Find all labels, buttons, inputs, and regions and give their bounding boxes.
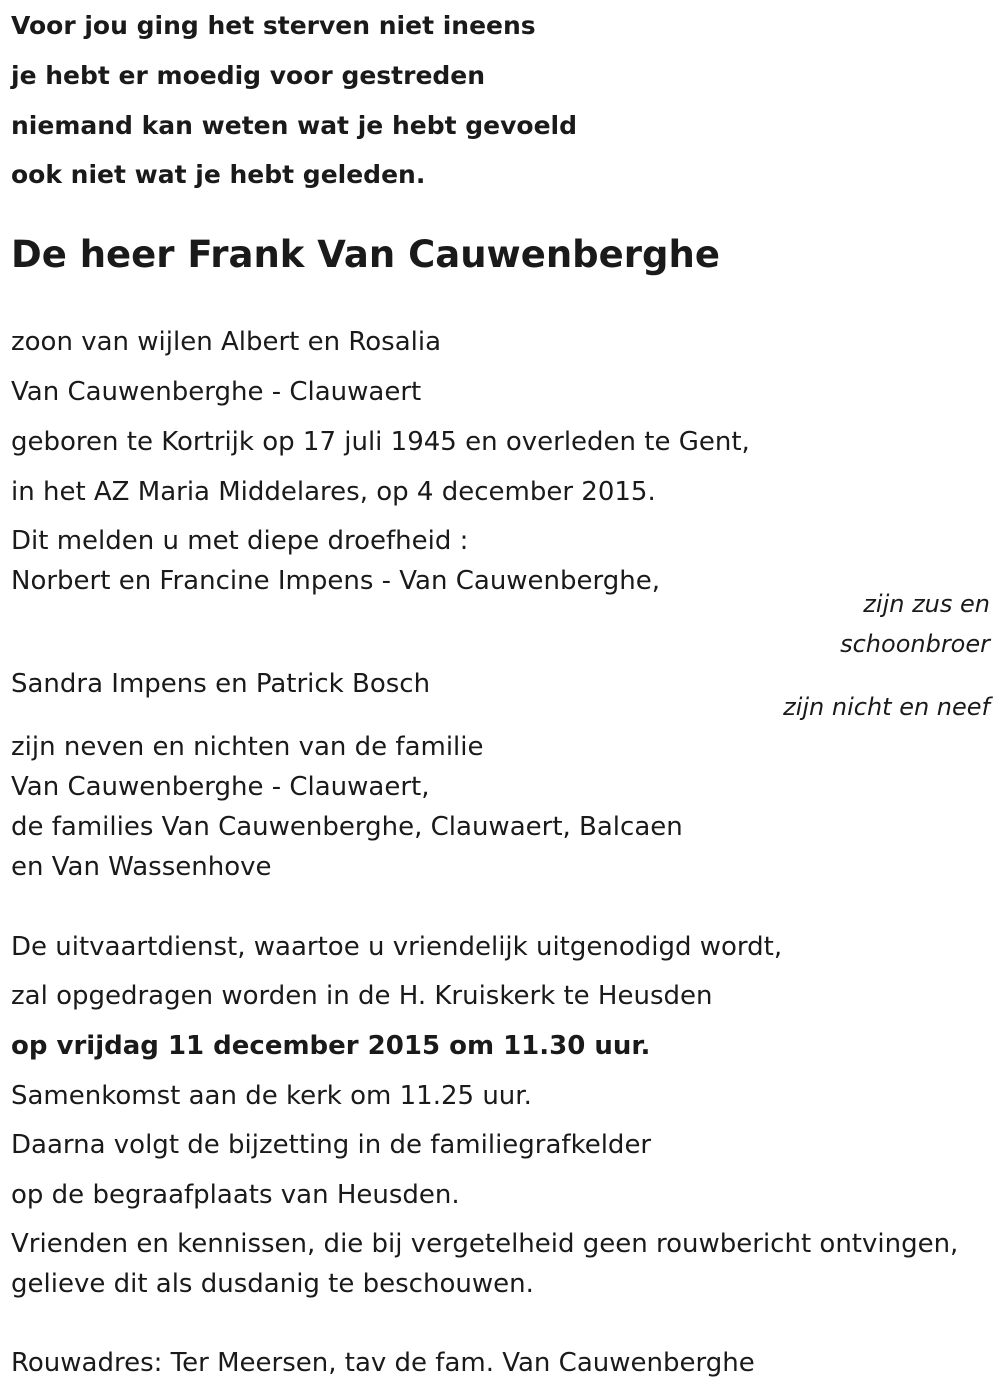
detail-line: zoon van wijlen Albert en Rosalia <box>11 327 442 357</box>
poem-line: je hebt er moedig voor gestreden <box>11 61 486 90</box>
detail-line: Van Cauwenberghe - Clauwaert <box>11 377 422 407</box>
family-relation: zijn nicht en neef <box>783 693 990 721</box>
detail-line: in het AZ Maria Middelares, op 4 december 2015. <box>11 477 656 507</box>
poem-line: niemand kan weten wat je hebt gevoeld <box>11 111 577 140</box>
announcement-intro: Dit melden u met diepe droefheid : <box>11 526 469 556</box>
family-relation: schoonbroer <box>840 630 990 658</box>
notice-line: gelieve dit als dusdanig te beschouwen. <box>11 1269 534 1299</box>
family-names: Sandra Impens en Patrick Bosch <box>11 669 431 699</box>
mourning-address: Rouwadres: Ter Meersen, tav de fam. Van Cauwenberghe <box>11 1348 755 1378</box>
service-line: zal opgedragen worden in de H. Kruiskerk te Heusden <box>11 981 713 1011</box>
family-relation: zijn zus en <box>863 590 990 618</box>
family-names: Norbert en Francine Impens - Van Cauwenberghe, <box>11 566 661 596</box>
detail-line: geboren te Kortrijk op 17 juli 1945 en overleden te Gent, <box>11 427 750 457</box>
extended-family-line: zijn neven en nichten van de familie <box>11 732 484 762</box>
deceased-name: De heer Frank Van Cauwenberghe <box>11 233 720 276</box>
extended-family-line: en Van Wassenhove <box>11 852 272 882</box>
notice-line: Vrienden en kennissen, die bij vergetelheid geen rouwbericht ontvingen, <box>11 1229 959 1259</box>
poem-line: Voor jou ging het sterven niet ineens <box>11 11 536 40</box>
extended-family-line: Van Cauwenberghe - Clauwaert, <box>11 772 430 802</box>
burial-line: Daarna volgt de bijzetting in de familiegrafkelder <box>11 1130 652 1160</box>
extended-family-line: de families Van Cauwenberghe, Clauwaert, Balcaen <box>11 812 683 842</box>
service-date-time: op vrijdag 11 december 2015 om 11.30 uur. <box>11 1031 651 1061</box>
poem-line: ook niet wat je hebt geleden. <box>11 160 426 189</box>
burial-line: op de begraafplaats van Heusden. <box>11 1180 460 1210</box>
service-line: De uitvaartdienst, waartoe u vriendelijk uitgenodigd wordt, <box>11 932 783 962</box>
gathering-line: Samenkomst aan de kerk om 11.25 uur. <box>11 1081 532 1111</box>
